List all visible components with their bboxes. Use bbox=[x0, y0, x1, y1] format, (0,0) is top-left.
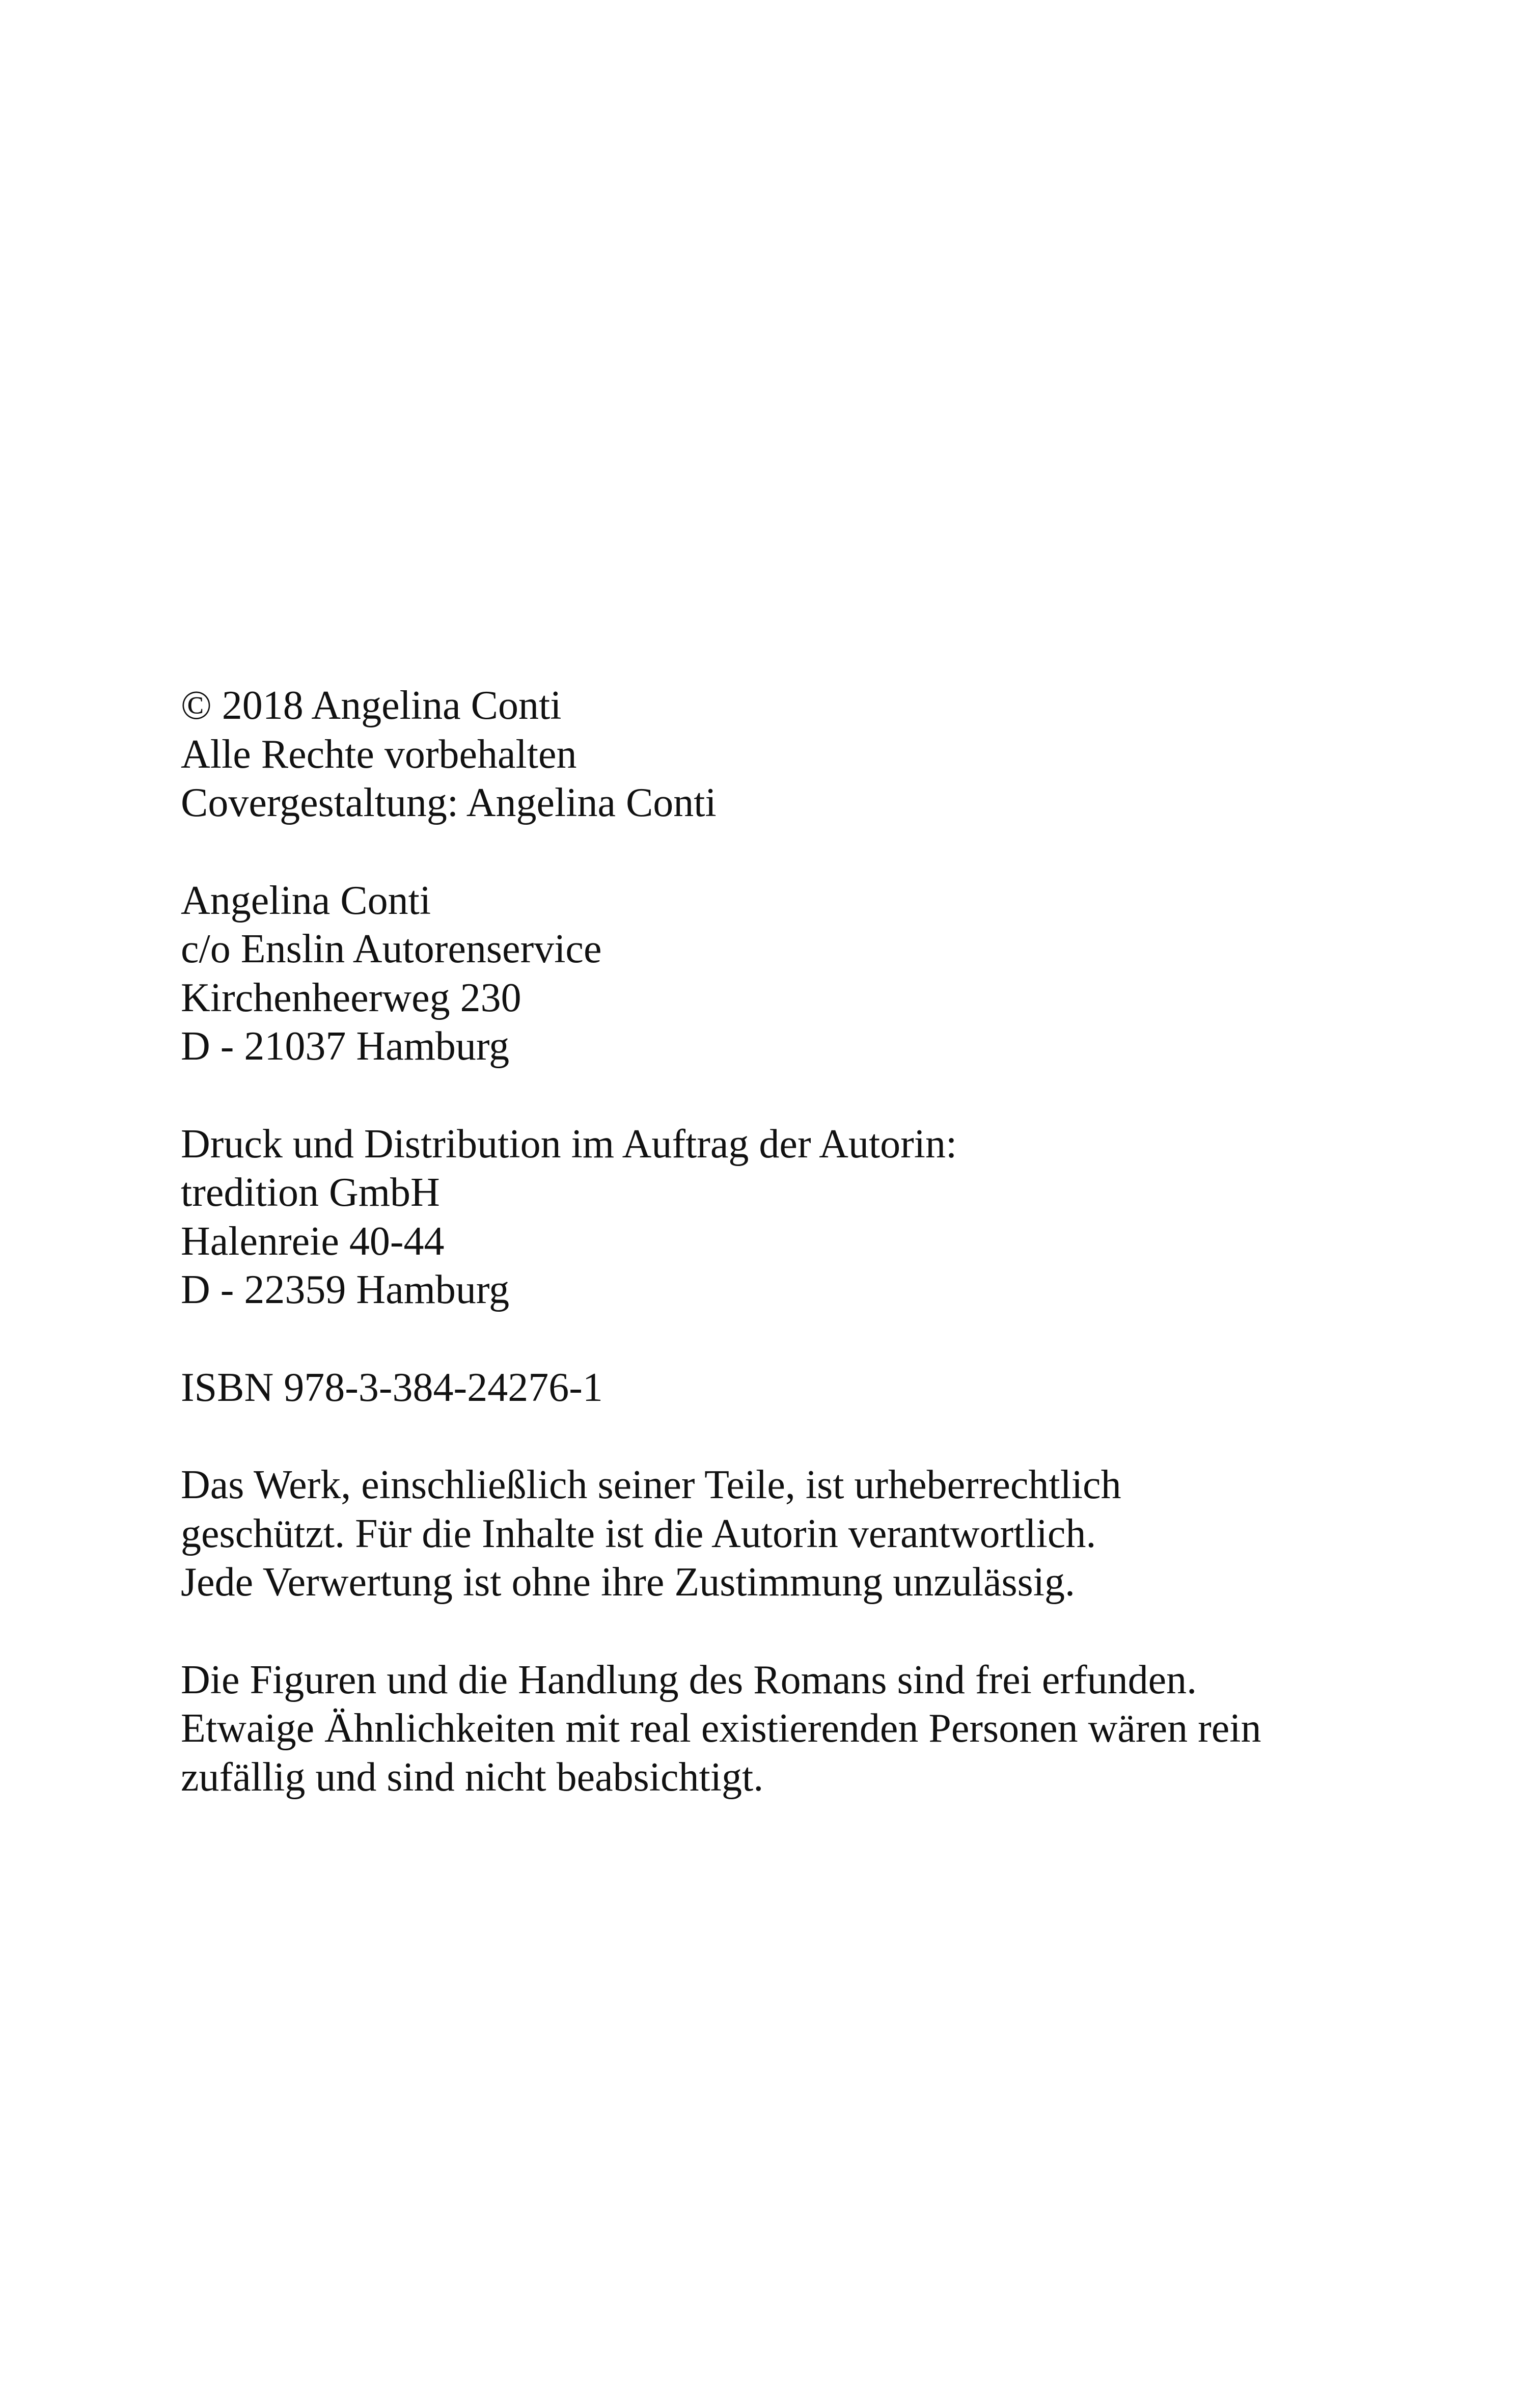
imprint-text bbox=[181, 682, 1403, 1802]
fiction-notice-line: Etwaige Ähnlichkeiten mit real existierenden Personen wären rein bbox=[181, 1706, 1261, 1751]
rights-notice-line: Das Werk, einschließlich seiner Teile, ist urheberrechtlich bbox=[181, 1463, 1121, 1507]
rights-notice-paragraph bbox=[181, 1461, 1403, 1607]
author-care-of: c/o Enslin Autorenservice bbox=[181, 927, 602, 971]
author-city: D - 21037 Hamburg bbox=[181, 1024, 510, 1069]
author-street: Kirchenheerweg 230 bbox=[181, 975, 521, 1020]
fiction-notice-paragraph bbox=[181, 1656, 1403, 1802]
copyright-line: © 2018 Angelina Conti bbox=[181, 683, 562, 728]
distribution-paragraph bbox=[181, 1120, 1403, 1315]
distribution-heading: Druck und Distribution im Auftrag der Autorin: bbox=[181, 1121, 957, 1167]
rights-notice-line: Jede Verwertung ist ohne ihre Zustimmung unzulässig. bbox=[181, 1560, 1076, 1605]
cover-design-line: Covergestaltung: Angelina Conti bbox=[181, 780, 717, 825]
fiction-notice-line: Die Figuren und die Handlung des Romans sind frei erfunden. bbox=[181, 1657, 1197, 1702]
copyright-paragraph bbox=[181, 682, 1403, 828]
isbn-paragraph bbox=[181, 1364, 1403, 1413]
fiction-notice-line: zufällig und sind nicht beabsichtigt. bbox=[181, 1754, 764, 1800]
publisher-name: tredition GmbH bbox=[181, 1170, 440, 1215]
rights-notice-line: geschützt. Für die Inhalte ist die Autorin verantwortlich. bbox=[181, 1511, 1096, 1556]
author-address-paragraph bbox=[181, 877, 1403, 1071]
rights-reserved-line: Alle Rechte vorbehalten bbox=[181, 732, 577, 777]
publisher-city: D - 22359 Hamburg bbox=[181, 1267, 510, 1312]
author-name: Angelina Conti bbox=[181, 878, 431, 923]
publisher-street: Halenreie 40-44 bbox=[181, 1218, 445, 1264]
isbn-line: ISBN 978-3-384-24276-1 bbox=[181, 1365, 603, 1410]
